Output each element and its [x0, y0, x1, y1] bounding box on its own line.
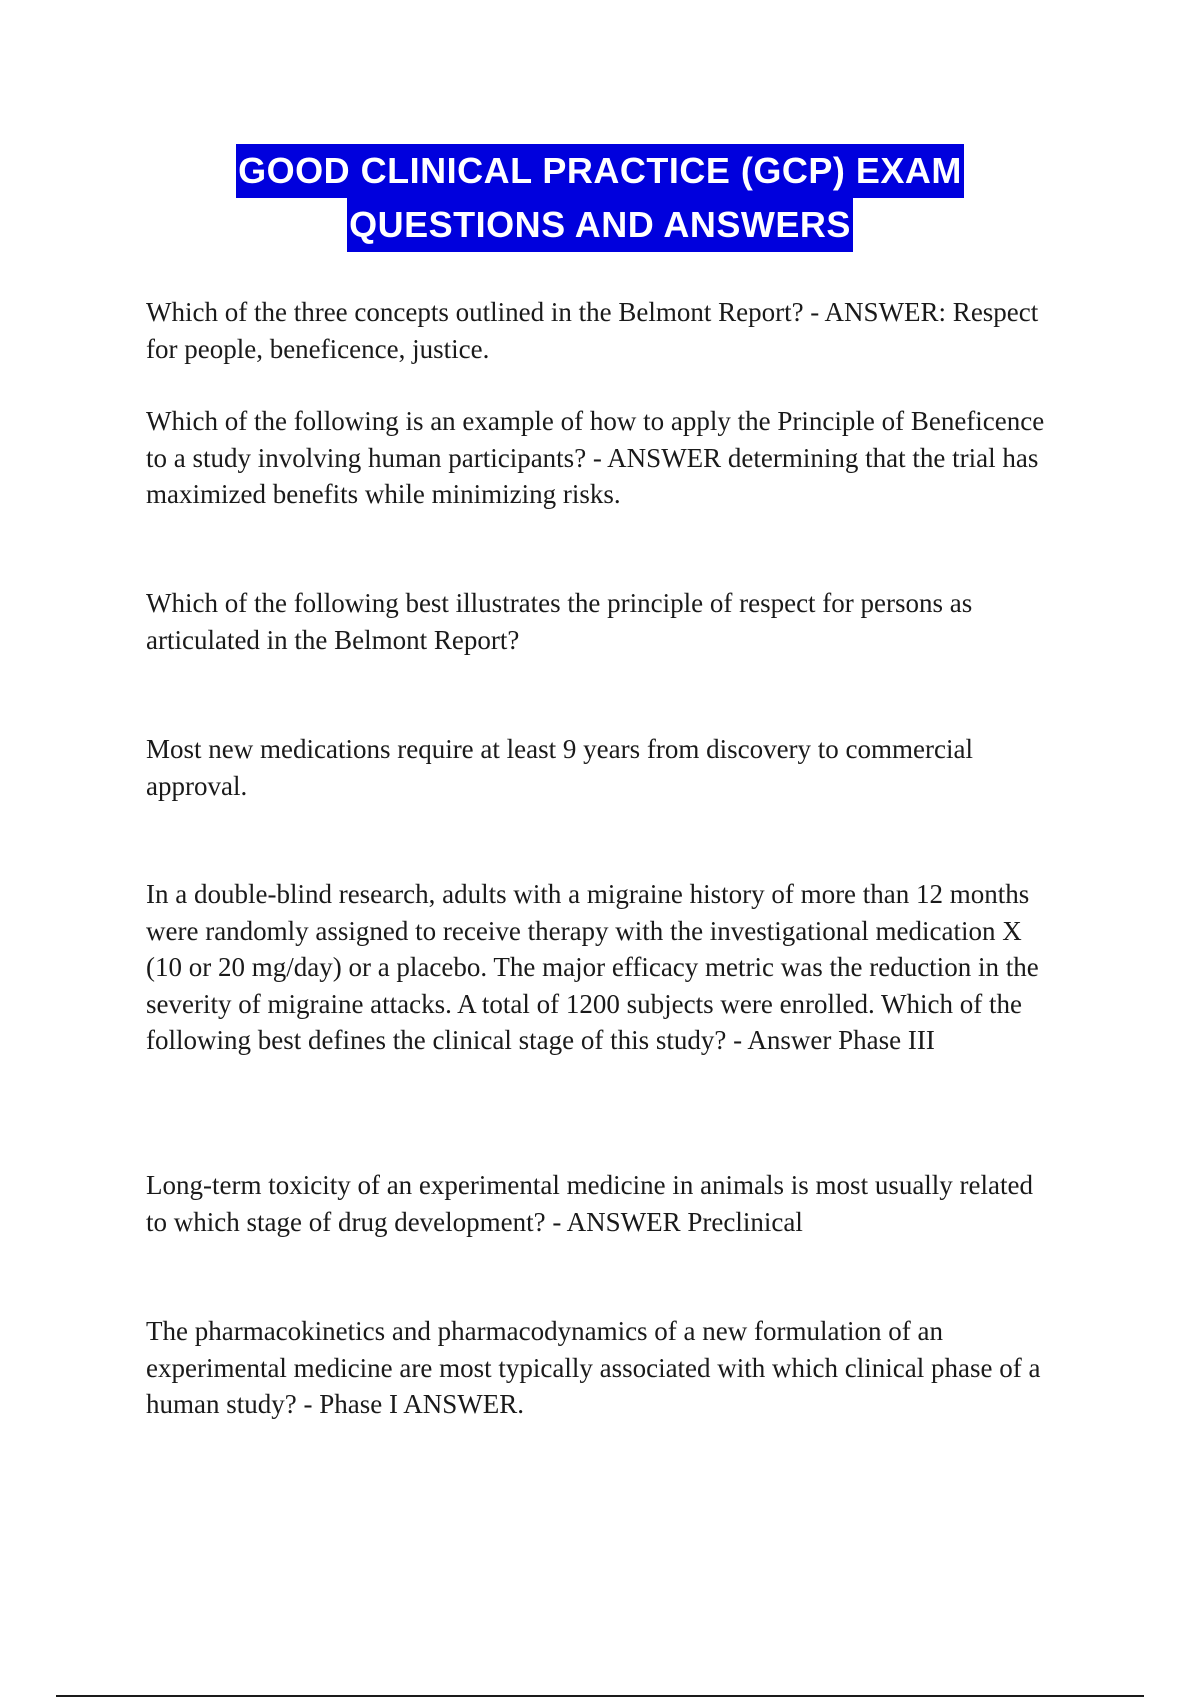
qa-entry-5: In a double-blind research, adults with a migraine history of more than 12 months were randomly assigned to receive therapy with the investigational medication X (10 or 20 mg/day) or a placebo. The major efficacy metric was the reduction in the severity of migraine attacks. A total of 1200 subjects were enrolled. Which of the following best defines the clinical stage of this study? - Answer Phase III: [146, 879, 1039, 1055]
qa-entry-3: Which of the following best illustrates the principle of respect for persons as articulated in the Belmont Report?: [146, 588, 973, 655]
footer-divider: [56, 1695, 1144, 1697]
title-line-2: QUESTIONS AND ANSWERS: [347, 198, 853, 252]
qa-entry-4: Most new medications require at least 9 years from discovery to commercial approval.: [146, 734, 973, 801]
qa-entry-1: Which of the three concepts outlined in the Belmont Report? - ANSWER: Respect for people, beneficence, justice.: [146, 297, 1039, 364]
title-line-1: GOOD CLINICAL PRACTICE (GCP) EXAM: [236, 144, 964, 198]
qa-entry-2: Which of the following is an example of how to apply the Principle of Beneficence to a study involving human participants? - ANSWER determining that the trial has maximized benefits while minimizing risks.: [146, 406, 1045, 509]
document-title: [0, 144, 1200, 252]
qa-entry-6: Long-term toxicity of an experimental medicine in animals is most usually related to which stage of drug development? - ANSWER Preclinical: [146, 1170, 1034, 1237]
qa-entry-7: The pharmacokinetics and pharmacodynamics of a new formulation of an experimental medicine are most typically associated with which clinical phase of a human study? - Phase I ANSWER.: [146, 1316, 1041, 1419]
